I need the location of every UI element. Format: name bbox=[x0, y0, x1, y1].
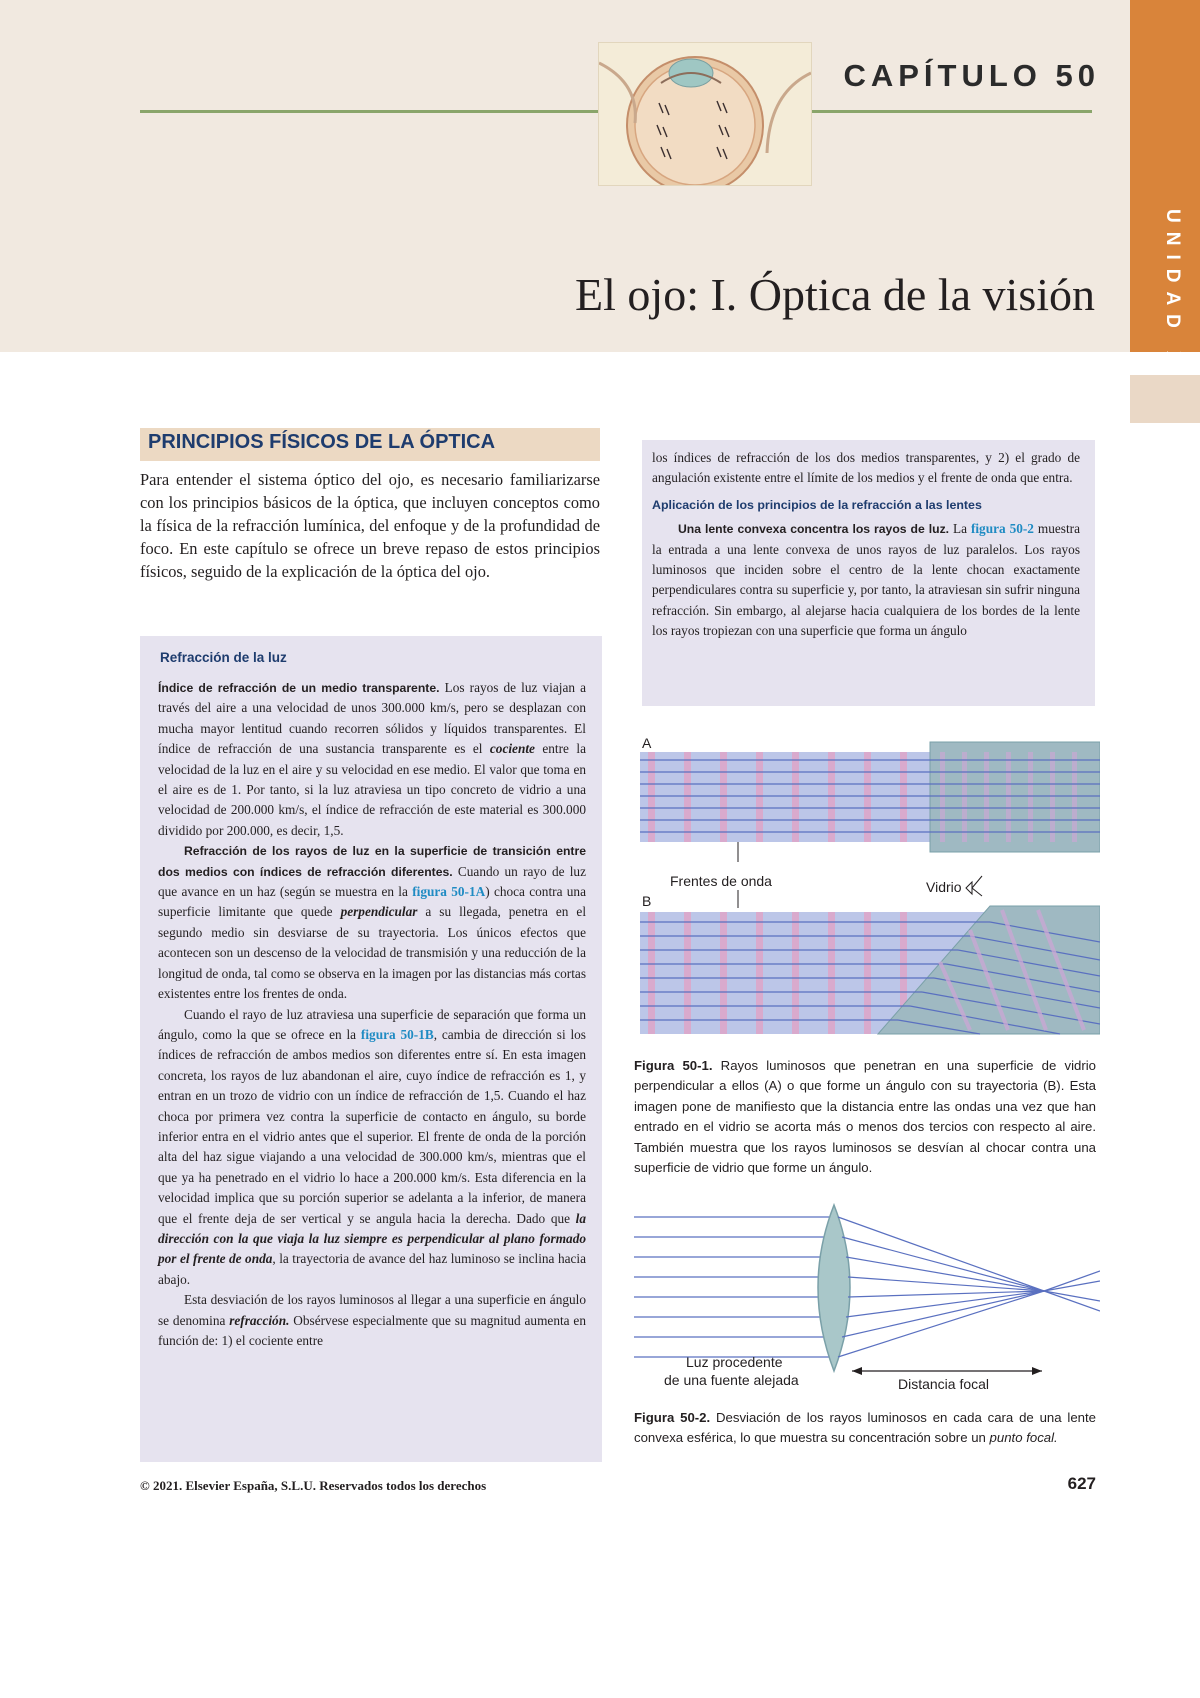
figure-50-2 bbox=[634, 1195, 1100, 1395]
paragraph-continued: los índices de refracción de los dos medios transparentes, y 2) el grado de angulación existente entre el límite de los medios y el frente de onda que entra. bbox=[652, 450, 1080, 486]
text-run: Esta desviación de los rayos luminosos al llegar a una superficie en ángulo se denomina bbox=[158, 1292, 586, 1328]
paragraph-refractive-index bbox=[158, 678, 586, 841]
convex-lens bbox=[818, 1205, 850, 1371]
wavefront-label: Frentes de onda bbox=[670, 873, 772, 889]
text-run: , la trayectoria de avance del haz luminoso se inclina hacia abajo. bbox=[158, 1251, 586, 1287]
figure-50-1-svg bbox=[640, 730, 1100, 1040]
text-run: La bbox=[949, 521, 971, 537]
caption-emphasis: punto focal. bbox=[989, 1430, 1058, 1446]
emphasis: la dirección con la que viaja la luz siempre es perpendicular al plano formado por el frente de onda bbox=[158, 1210, 586, 1267]
refraction-heading: Refracción de la luz bbox=[160, 650, 287, 665]
text-run: entre la velocidad de la luz en el aire y su velocidad en ese medio. El valor que toma en el aire es de 1. Por tanto, si la luz atraviesa un tipo concreto de vidrio a una velocidad de 200.000 km/s, el índice de refracción de este material es 300.000 dividido por 200.000, es decir, 1,5. bbox=[158, 741, 586, 838]
figure-link[interactable]: figura 50-1A bbox=[412, 884, 486, 900]
eye-illustration bbox=[598, 42, 812, 186]
text-run: a su llegada, penetra en el segundo medio sin desviarse de su trayectoria. Los únicos efectos que acontecen son un descenso de la velocidad de transmisión y una reducción de la longitud de onda, tal como se observa en la imagen por las distancias más cortas existentes entre los frentes de onda. bbox=[158, 904, 587, 1002]
caption-label: Figura 50-1. bbox=[634, 1058, 713, 1073]
panel-b-label: B bbox=[642, 893, 652, 909]
text-run: Cuando el rayo de luz atraviesa una superficie de separación que forma un ángulo, como la que se ofrece en la bbox=[158, 1006, 586, 1042]
run-in-heading: Índice de refracción de un medio transparente. bbox=[158, 681, 440, 695]
figure-50-1-caption bbox=[634, 1056, 1096, 1178]
intro-paragraph: Para entender el sistema óptico del ojo, es necesario familiarizarse con los principios básicos de la óptica, que incluyen conceptos como la física de la refracción lumínica, del enfoque y de la profundidad de foco. En este capítulo se ofrece un breve repaso de estos principios físicos, seguido de la explicación de la óptica del ojo. bbox=[140, 470, 600, 581]
source-label-line2: de una fuente alejada bbox=[664, 1372, 799, 1388]
paragraph-refraction-definition bbox=[158, 1290, 586, 1351]
paragraph-angled-surface bbox=[158, 1005, 586, 1291]
caption-text: Rayos luminosos que penetran en una superficie de vidrio perpendicular a ellos (A) o que forme un ángulo con su trayectoria (B). Esta imagen pone de manifiesto que la distancia entre las ondas una vez que han entrado en el vidrio se acorta más o menos dos tercios con respecto al aire. También muestra que los rayos luminosos se desvían al chocar contra una superficie de vidrio que forme un ángulo. bbox=[634, 1058, 1096, 1176]
text-run: , cambia de dirección si los índices de refracción de ambos medios son diferentes entre sí. En esta imagen concreta, los rayos de luz abandonan el aire, cuyo índice de refracción es 1, y entran en un trozo de vidrio con un índice de refracción de 1,5. Cuando el haz choca por primera vez contra la superficie de contacto en ángulo, su borde inferior entra en el vidrio antes que el superior. El frente de onda de la porción alta del haz sigue viajando a una velocidad de 300.000 km/s, mientras que el que ya ha penetrado en el vidrio lo hace a 200.000 km/s. Esta diferencia en la velocidad implica que su porción superior se adelanta a la inferior, de manera que el frente deja de ser vertical y se angula hacia la derecha. Dado que bbox=[158, 1026, 586, 1226]
paragraph-convex-lens bbox=[652, 519, 1080, 641]
text-run: Cuando un rayo de luz que avance en un haz (según se muestra en la bbox=[158, 863, 586, 900]
focal-distance-label: Distancia focal bbox=[898, 1376, 990, 1392]
refracted-rays bbox=[838, 1217, 1100, 1357]
paragraph-interface-refraction bbox=[158, 841, 586, 1004]
figure-link[interactable]: figura 50-2 bbox=[970, 521, 1034, 537]
page-number: 627 bbox=[1067, 1474, 1096, 1493]
unit-tab-lower bbox=[1130, 375, 1200, 423]
caption-text: Desviación de los rayos luminosos en cada cara de una lente convexa esférica, lo que muestra su concentración sobre un bbox=[634, 1410, 1096, 1446]
source-label-line1: Luz procedente bbox=[686, 1354, 783, 1370]
emphasis: perpendicular bbox=[340, 904, 418, 920]
text-run: ) choca contra una superficie limitante que quede bbox=[158, 884, 586, 920]
glass-label: Vidrio bbox=[926, 879, 962, 895]
caption-label: Figura 50-2. bbox=[634, 1410, 711, 1425]
lens-body bbox=[652, 448, 1080, 642]
footer-copyright: © 2021. Elsevier España, S.L.U. Reservados todos los derechos bbox=[140, 1478, 487, 1493]
figure-link[interactable]: figura 50-1B bbox=[360, 1026, 434, 1042]
run-in-heading: Refracción de los rayos de luz en la superficie de transición entre dos medios con índices de refracción diferentes. bbox=[158, 844, 586, 879]
figure-50-2-svg bbox=[634, 1195, 1100, 1395]
chapter-title: El ojo: I. Óptica de la visión bbox=[575, 269, 1095, 320]
text-run: Obsérvese especialmente que su magnitud aumenta en función de: 1) el cociente entre bbox=[158, 1312, 586, 1348]
emphasis: cociente bbox=[489, 741, 535, 757]
figure-50-1 bbox=[640, 730, 1100, 1040]
refraction-body bbox=[158, 678, 586, 1351]
panel-a-label: A bbox=[642, 735, 652, 751]
emphasis: refracción. bbox=[229, 1312, 290, 1328]
figure-50-2-caption bbox=[634, 1408, 1096, 1449]
eye-illustration-svg bbox=[599, 43, 811, 185]
incoming-rays bbox=[634, 1217, 830, 1357]
run-in-heading: Una lente convexa concentra los rayos de luz. bbox=[678, 522, 950, 537]
section-heading: PRINCIPIOS FÍSICOS DE LA ÓPTICA bbox=[148, 431, 496, 453]
chapter-label: CAPÍTULO 50 bbox=[843, 58, 1100, 93]
lens-heading: Aplicación de los principios de la refracción a las lentes bbox=[652, 497, 982, 512]
unit-label: UNIDAD X bbox=[1162, 209, 1183, 373]
text-run: muestra la entrada a una lente convexa de unos rayos de luz paralelos. Los rayos luminosos que inciden sobre el centro de la lente chocan exactamente perpendiculares contra su superficie y, por tanto, la atraviesan sin sufrir ninguna refracción. Sin embargo, al alejarse hacia cualquiera de los bordes de la lente los rayos tropiezan con una superficie que forma un ángulo bbox=[652, 521, 1080, 639]
text-run: Los rayos de luz viajan a través del aire a una velocidad de unos 300.000 km/s, pero se desplazan con mucha mayor lentitud cuando recorren sólidos y líquidos transparentes. El índice de refracción de una sustancia transparente es el bbox=[158, 680, 586, 757]
